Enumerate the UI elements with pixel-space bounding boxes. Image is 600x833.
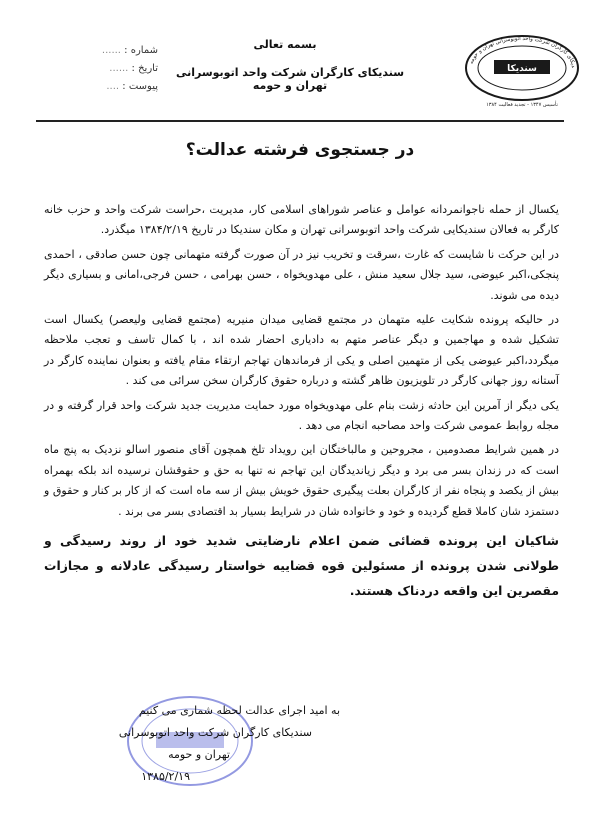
header-divider <box>36 120 564 122</box>
number-field: شماره : ...... <box>101 45 158 56</box>
date-field: تاریخ : ...... <box>109 63 158 74</box>
letter-closing <box>80 700 340 788</box>
conclusion-paragraph: شاکیان این پرونده قضائی ضمن اعلام نارضایتی شدید خود از روند رسیدگی و طولانی شدن پرونده از مسئولین قوه قضاییه خواستار رسیدگی عادلانه و مجازات مقصرین این واقعه دردناک هستند. <box>44 533 559 599</box>
signer-city-line: تهران و حومه <box>168 748 230 761</box>
closing-hope-line: به امید اجرای عدالت لحظه شماری می کنیم <box>138 704 340 717</box>
body-paragraph: در حالیکه پرونده شکایت علیه متهمان در مجتمع قضایی میدان منیریه (مجتمع قضایی ولیعصر) یکسال است تشکیل شده و مهاجمین و دیگر عناصر متهم به دادیاری احضار شده اند ، با کمال تاسف و تعجب ملاحظه میگردد،اکبر عیوضی یکی از متهمین اصلی و یکی از فرماندهان تهاجم ارتقاء مقام یافته و بعنوان نماینده کارگر در آستانه روز جهانی کارگر در تلویزیون ظاهر گشته و درباره حقوق کارگران سخن سرائی می کند . <box>44 313 559 388</box>
letter-title: در جستجوی فرشته عدالت؟ <box>185 140 415 160</box>
body-paragraph: در این حرکت نا شایست که غارت ،سرقت و تخریب نیز در آن صورت گرفته متهمانی چون حسن صادقی ، احمدی پنجکی،اکبر عیوضی، سید جلال سعید منش ، علی مهدویخواه ، حسن بهرامی ، حسن فرجی،امانی و بسیاری دیگر دیده می شوند. <box>44 247 559 302</box>
body-paragraph: یکی دیگر از آمرین این حادثه زشت بنام علی مهدویخواه مورد حمایت مدیریت جدید شرکت واحد قرار گرفته و در مجله روابط عمومی شرکت واحد مصاحبه انجام می دهد . <box>44 398 559 433</box>
organization-name: سندیکای کارگران شرکت واحد اتوبوسرانی تهران و حومه <box>175 66 405 92</box>
signer-line: سندیکای کارگران شرکت واحد اتوبوسرانی <box>118 726 312 739</box>
union-logo <box>462 30 582 110</box>
closing-date: ۱۳۸۵/۲/۱۹ <box>141 770 190 783</box>
svg-text:سندیکا: سندیکا <box>507 64 537 74</box>
letter-body <box>44 200 559 607</box>
attachment-field: پیوست : .... <box>106 81 158 92</box>
body-paragraph: یکسال از حمله ناجوانمردانه عوامل و عناصر شوراهای اسلامی کار، مدیریت ،حراست شرکت واحد و حزب خانه کارگر به فعالان سندیکایی شرکت واحد اتوبوسرانی تهران و مکان سندیکا در تاریخ ۱۳۸۴/۲/۱۹ میگذرد. <box>44 203 559 237</box>
letter-meta <box>98 42 158 96</box>
logo-ring-text: دیکای کارگران شرکت واحد اتوبوسرانی تهران و حومه <box>468 35 577 69</box>
logo-emblem-icon <box>462 30 582 110</box>
bismillah-heading: بسمه تعالی <box>253 38 317 51</box>
svg-text:تأسیس ۱۳۴۷ - تجدید فعالیت ۱۳۸۴: تأسیس ۱۳۴۷ - تجدید فعالیت ۱۳۸۴ <box>486 102 558 108</box>
body-paragraph: در همین شرایط مصدومین ، مجروحین و مالباختگان این رویداد تلخ همچون آقای منصور اسالو نزدیک به پنج ماه است که در زندان بسر می برد و دیگر زیاندیدگان این تهاجم نه تنها به حق و حقوقشان نرسیده اند بلکه بهمراه بیش از یکصد و پنجاه نفر از کارگران بعلت پیگیری حقوق خویش بیش از سه ماه است که از کار بر کنار و حقوق و دستمزد شان کاملا قطع گردیده و خود و خانواده شان در شرایط بسیار بد اقتصادی بسر می برند . <box>44 443 559 518</box>
